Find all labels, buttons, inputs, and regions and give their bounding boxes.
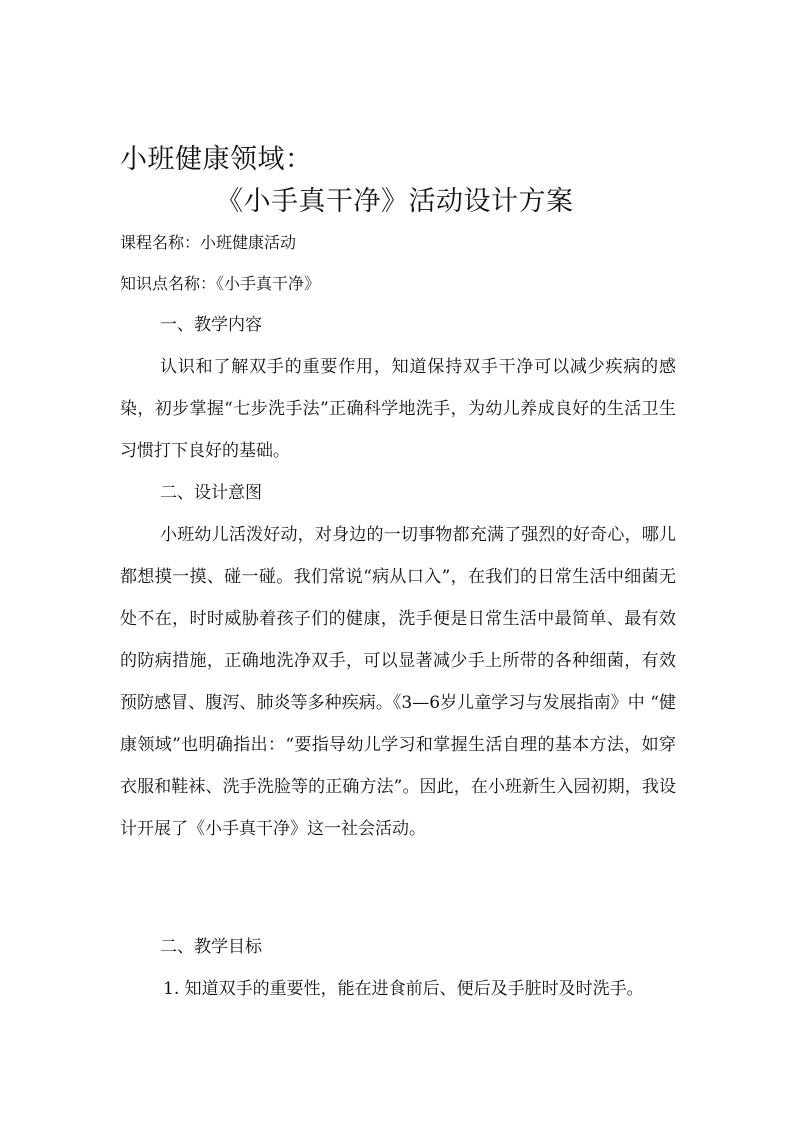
knowledge-point-name: 知识点名称：《小手真干净》 (120, 274, 321, 293)
document-title-line1: 小班健康领域： (120, 144, 313, 175)
section-heading-goals: 二、教学目标 (160, 937, 262, 957)
document-title-line2: 《小手真干净》活动设计方案 (216, 186, 574, 217)
section-heading-content: 一、教学内容 (160, 315, 262, 335)
section-text-intent: 小班幼儿活泼好动，对身边的一切事物都充满了强烈的好奇心，哪儿都想摸一摸、碰一碰。我们常说“病从口入”，在我们的日常生活中细菌无处不在，时时威胁着孩子们的健康，洗手便是日常生活中最简单、最有效的防病措施，正确地洗净双手，可以显著减少手上所带的各种细菌，有效预防感冒、腹泻、肺炎等多种疾病。《3—6岁儿童学习与发展指南》中 “健康领域”也明确指出：“要指导幼儿学习和掌握生活自理的基本方法，如穿衣服和鞋袜、洗手洗脸等的正确方法”。因此，在小班新生入园初期，我设计开展了《小手真干净》这一社会活动。 (120, 525, 676, 839)
section-heading-intent: 二、设计意图 (160, 483, 262, 503)
goal-item: 1. 知道双手的重要性，能在进食前后、便后及手脏时及时洗手。 (163, 979, 644, 999)
course-name: 课程名称：小班健康活动 (120, 233, 297, 252)
section-text-content: 认识和了解双手的重要作用，知道保持双手干净可以减少疾病的感染，初步掌握“七步洗手法”正确科学地洗手，为幼儿养成良好的生活卫生习惯打下良好的基础。 (120, 357, 676, 461)
